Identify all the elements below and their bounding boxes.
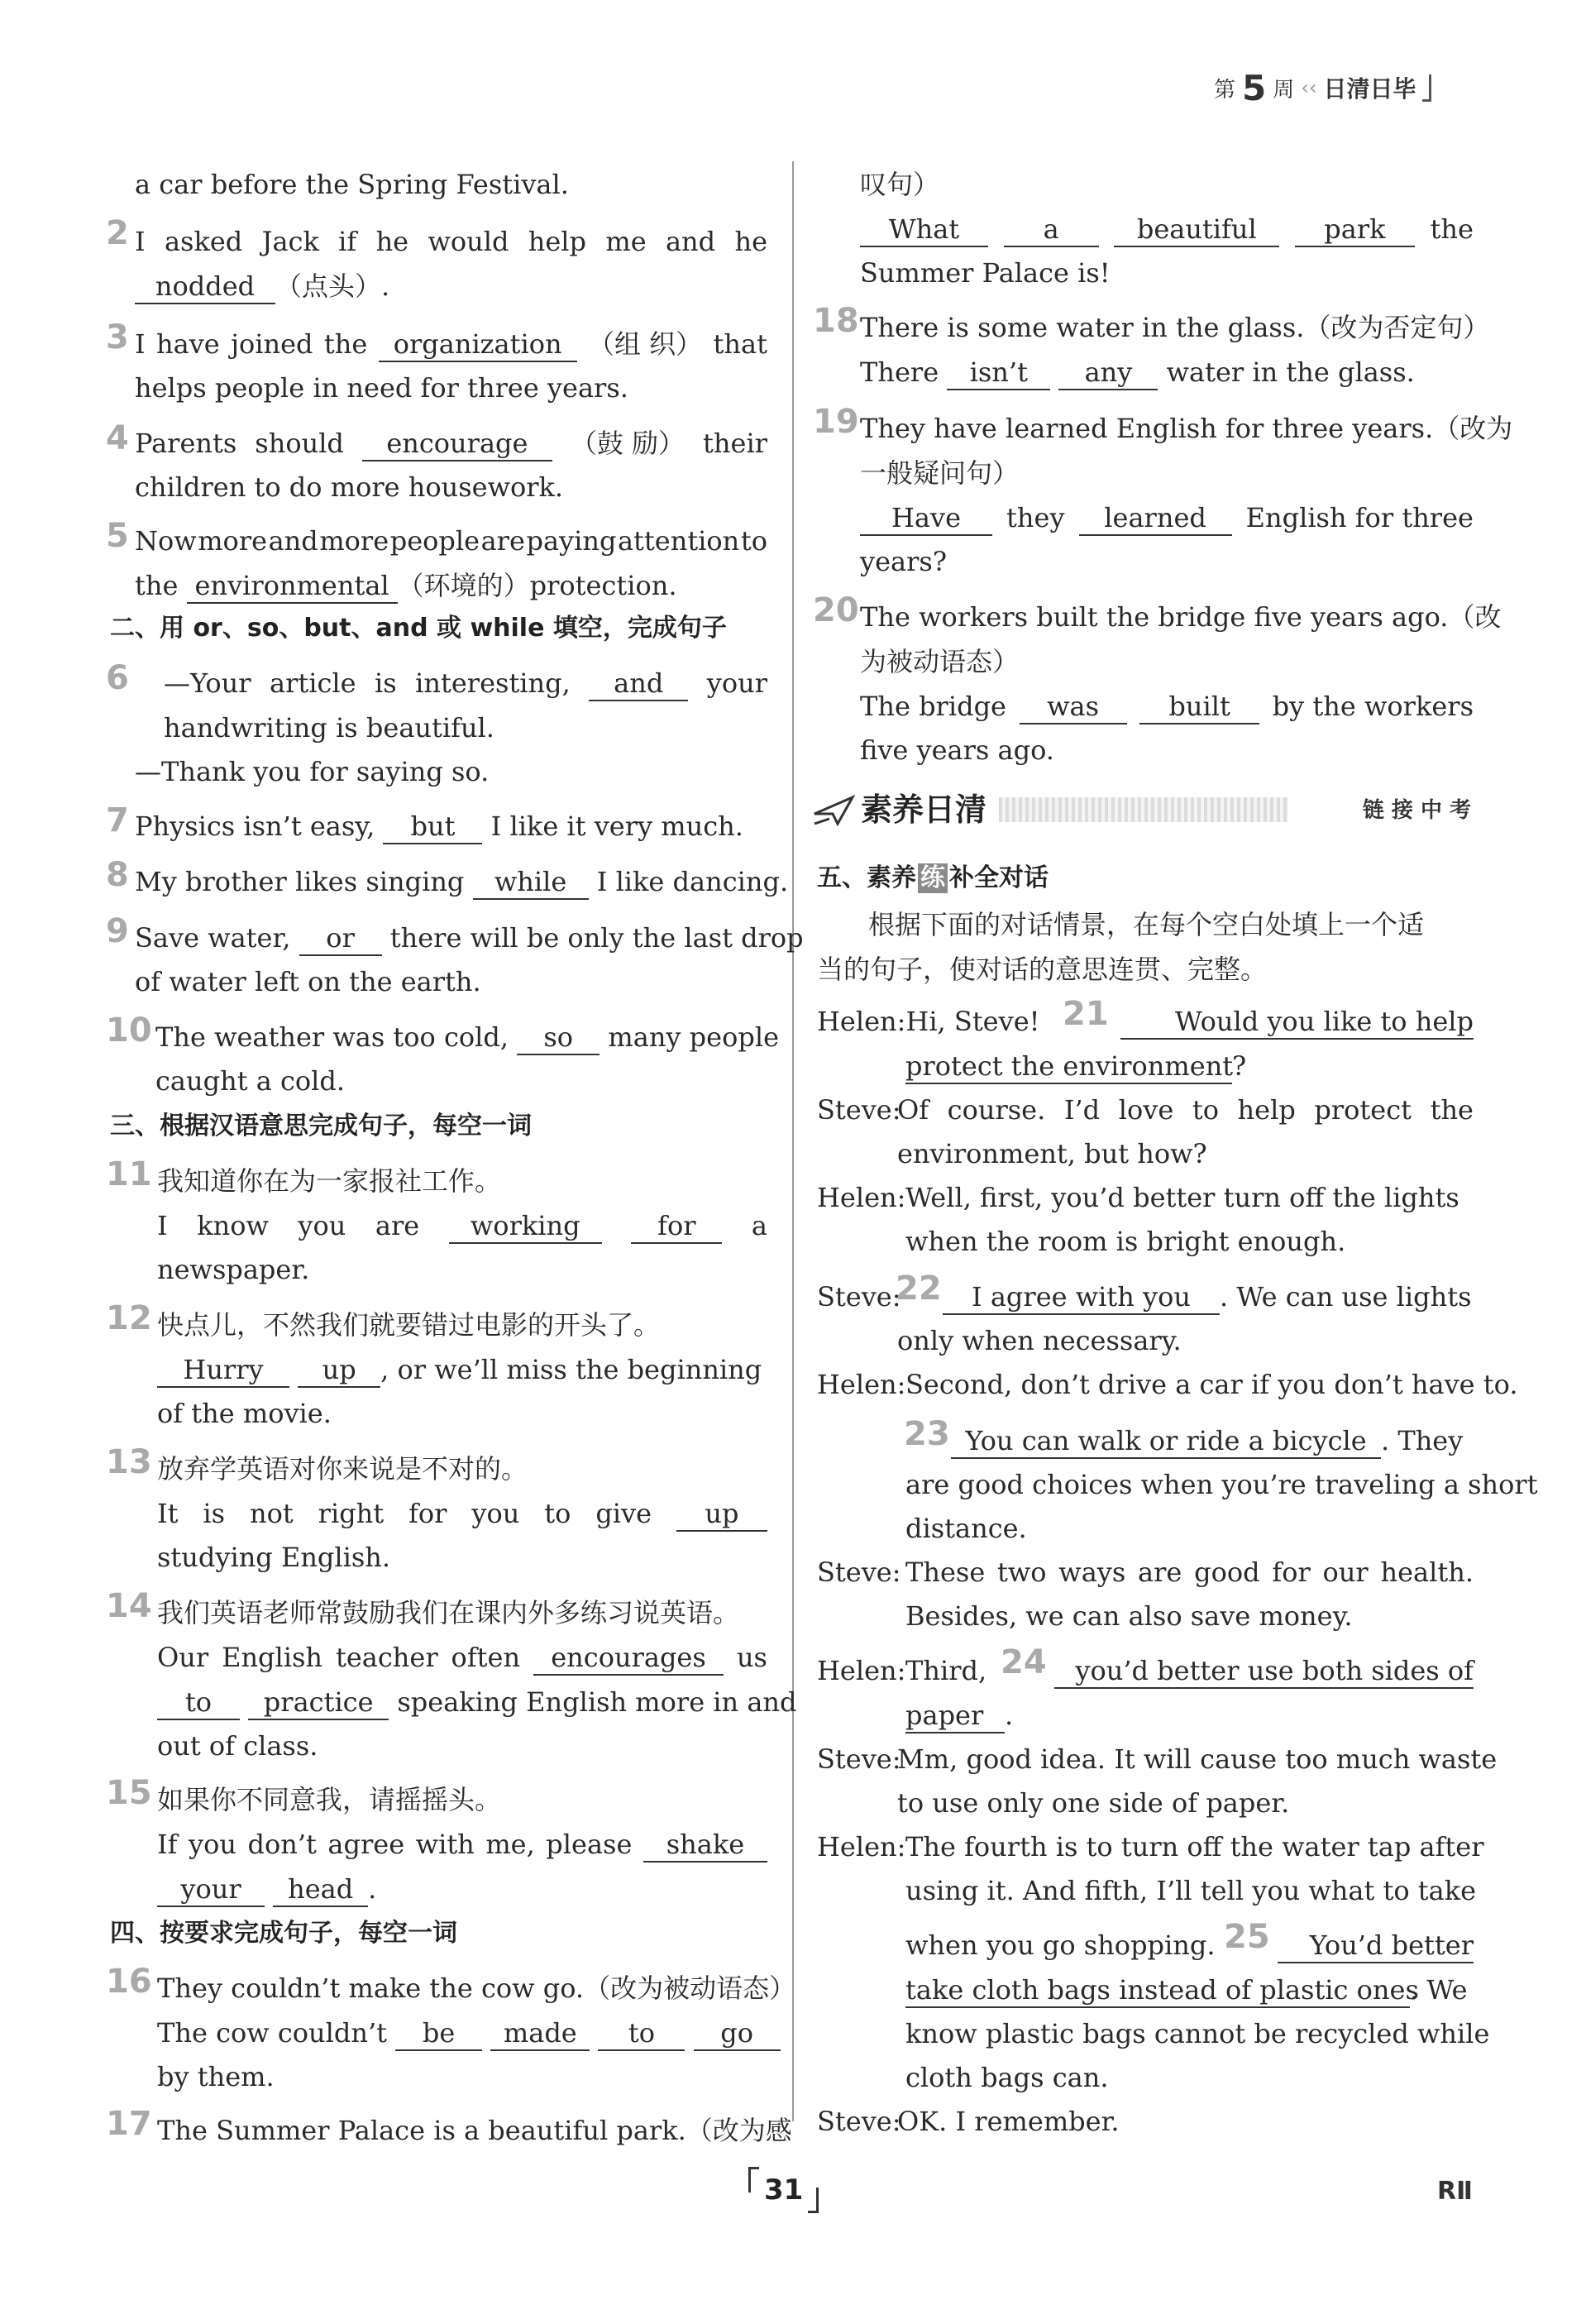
q20-answer-2: built [1139,690,1259,724]
dialogue-5-speaker: Helen: [817,1369,906,1400]
q21-line1 [1120,1003,1474,1040]
q2-number: 2 [106,214,129,252]
q10-line2: caught a cold. [155,1065,346,1097]
dialogue-3-line1: Well, first, you’d better turn off the lights [905,1182,1459,1213]
q3-line2: helps people in need for three years. [135,372,628,404]
q17-answer-4: park [1295,213,1415,247]
dialogue-5-line3: are good choices when you’re traveling a short [905,1469,1538,1500]
q9-line2: of water left on the earth. [135,966,481,997]
q16-line3: by them. [157,2061,275,2092]
section-5-heading: 五、素养 练 补全对话 [817,863,1049,892]
page-header [1214,65,1431,111]
q9-line1: Save water, or there will be only the last drop [135,920,804,956]
q22-number: 22 [896,1270,942,1308]
q6-answer: and [589,667,688,701]
q7-number: 7 [106,801,129,839]
q24-line1 [1054,1652,1474,1689]
q8-line1: My brother likes singing while I like dancing. [135,863,788,900]
q14-chinese: 我们英语老师常鼓励我们在课内外多练习说英语。 [157,1597,740,1628]
dialogue-9-line3: when you go shopping. [905,1929,1216,1961]
q12-number: 12 [106,1299,152,1337]
q15-answer-1: shake [643,1828,767,1863]
q16-line1: They couldn’t make the cow go.（改为被动语态） [157,1973,796,2004]
q11-answer-1: working [449,1209,602,1244]
q10-answer: so [517,1021,600,1055]
q19-line2: 一般疑问句） [860,457,1020,489]
dialogue-6-line2: Besides, we can also save money. [905,1600,1353,1632]
q11-number: 11 [106,1155,152,1193]
dialogue-9-line5: know plastic bags cannot be recycled while [905,2018,1490,2049]
q17-line3: Summer Palace is! [860,257,1111,289]
q18-line1: There is some water in the glass.（改为否定句） [860,312,1490,343]
q6-number: 6 [106,659,129,697]
dialogue-9-line1: The fourth is to turn off the water tap after [905,1831,1484,1863]
q13-number: 13 [106,1443,152,1481]
q3-number: 3 [106,318,129,356]
q10-number: 10 [106,1011,152,1050]
q21-answer-b: protect the environment [905,1050,1232,1084]
q16-answer-2: made [490,2016,590,2051]
q12-chinese: 快点儿，不然我们就要错过电影的开头了。 [157,1309,661,1341]
dialogue-3-speaker: Helen: [817,1182,906,1213]
q5-answer: environmental [187,569,398,604]
q14-number: 14 [106,1587,152,1625]
q19-line1: They have learned English for three years.（改为 [860,413,1513,444]
q12-line2: Hurry up , or we’ll miss the beginning [157,1351,762,1388]
q24-answer-a: you’d better use both sides of [1054,1654,1474,1689]
q16-line2: The cow couldn’t be made to go [157,2015,781,2051]
q23-number: 23 [904,1415,950,1453]
q11-answer-2: for [631,1209,722,1244]
q21-answer-a: Would you like to help [1120,1005,1474,1040]
q7-line1: Physics isn’t easy, but I like it very much. [135,808,743,844]
q23-answer: You can walk or ride a bicycle [951,1424,1381,1459]
q10-line1: The weather was too cold, so many people [155,1019,779,1055]
dialogue-5-line4: distance. [905,1513,1027,1544]
q19-number: 19 [813,403,859,441]
dialogue-9-line6: cloth bags can. [905,2062,1109,2093]
dialogue-2-speaker: Steve: [817,1094,901,1126]
q24-line2: paper . [905,1697,1013,1733]
q19-answer-1: Have [860,501,992,536]
q17-answer-line: What a beautiful park the [860,211,1474,247]
q19-line4: years? [860,546,947,577]
q18-number: 18 [813,302,859,340]
q20-line4: five years ago. [860,734,1054,766]
q14-answer-3: practice [248,1686,389,1720]
q25-number: 25 [1224,1918,1270,1956]
q20-number: 20 [813,591,859,629]
dialogue-4-line2: only when necessary. [897,1325,1182,1356]
section-banner [813,786,1474,835]
dialogue-9-line2: using it. And fifth, I’ll tell you what to take [905,1875,1477,1906]
q7-answer: but [383,810,482,844]
section-4-heading: 四、按要求完成句子，每空一词 [110,1919,457,1948]
q6-line1: —Your article is interesting, and your [164,665,767,701]
dialogue-4-speaker: Steve: [817,1281,901,1313]
q16-number: 16 [106,1963,152,2001]
q6-line2: handwriting is beautiful. [164,712,494,744]
bracket-right-icon [808,2188,819,2213]
column-divider [792,161,794,2121]
q17-answer-3: beautiful [1114,213,1279,247]
header-bracket-icon [1422,74,1431,102]
q16-answer-3: to [598,2016,685,2051]
q15-line2: If you don’t agree with me, please shake [157,1826,767,1863]
q3-line1: I have joined the organization （组 织） that [135,326,767,362]
q14-line2: Our English teacher often encourages us [157,1639,767,1676]
q5-line1: Now more and more people are paying attention to [135,525,767,557]
q13-chinese: 放弃学英语对你来说是不对的。 [157,1453,528,1485]
practice-tag: 练 [918,863,948,893]
q5-number: 5 [106,517,129,555]
q18-answer-1: isn’t [947,356,1050,390]
q1-tail: a car before the Spring Festival. [135,169,569,200]
q11-line3: newspaper. [157,1254,310,1285]
q21-number: 21 [1063,995,1109,1033]
q15-line3: your head . [157,1871,376,1907]
q25-line2: take cloth bags instead of plastic ones. We [905,1972,1468,2008]
week-suffix: 周 [1273,77,1295,103]
dialogue-1: Helen:Hi, Steve! [817,1006,1040,1037]
q11-line2: I know you are working for a [157,1207,767,1244]
q9-answer: or [299,921,382,956]
q25-line1 [1278,1927,1474,1963]
q9-number: 9 [106,912,129,950]
section-3-heading: 三、根据汉语意思完成句子，每空一词 [110,1112,532,1140]
q17-number: 17 [106,2105,152,2143]
q14-line3: to practice speaking English more in and [157,1684,796,1720]
dialogue-6-speaker: Steve: [817,1557,901,1588]
q17-answer-1: What [860,213,988,247]
q21-line2: protect the environment? [905,1048,1246,1084]
dialogue-10-line1: OK. I remember. [897,2106,1120,2137]
q18-answer-2: any [1058,356,1158,390]
q18-line2: There isn’t any water in the glass. [860,354,1415,390]
q20-answer-1: was [1020,690,1127,724]
q25-answer-b: take cloth bags instead of plastic ones [905,1973,1410,2008]
dialogue-6-line1: These two ways are good for our health. [905,1557,1474,1588]
q11-chinese: 我知道你在为一家报社工作。 [157,1165,502,1197]
paper-plane-icon [813,794,856,827]
q15-answer-2: your [157,1872,265,1907]
q24-answer-b: paper [905,1699,1005,1733]
dialogue-9-speaker: Helen: [817,1831,906,1863]
q5-line2: the environmental （环境的）protection. [135,567,677,604]
dialogue-8-speaker: Steve: [817,1743,901,1775]
instructions-line1: 根据下面的对话情景，在每个空白处填上一个适 [868,909,1425,940]
week-prefix: 第 [1214,77,1236,103]
q17-answer-2: a [1004,213,1099,247]
q13-line2: It is not right for you to give up [157,1495,767,1532]
q12-line3: of the movie. [157,1398,332,1429]
brand-label: 日清日毕 [1323,75,1416,103]
dialogue-7-speaker: Helen: [817,1655,906,1686]
q15-number: 15 [106,1774,152,1812]
q17-line1: The Summer Palace is a beautiful park.（改为感 [157,2115,792,2146]
dialogue-2-line2: environment, but how? [897,1138,1207,1169]
dialogue-3-line2: when the room is bright enough. [905,1226,1346,1257]
section-2-heading: 二、用 or、so、but、and 或 while 填空，完成句子 [110,614,727,643]
dialogue-10-speaker: Steve: [817,2106,901,2137]
page-number: 31 [748,2167,819,2213]
banner-link: 链 接 中 考 [1362,798,1471,823]
q20-line3: The bridge was built by the workers [860,688,1474,724]
q6-line3: —Thank you for saying so. [135,756,490,787]
dialogue-8-line2: to use only one side of paper. [897,1787,1290,1819]
dialogue-2-line1: Of course. I’d love to help protect the [897,1094,1474,1126]
bracket-left-icon [748,2167,759,2192]
week-number: 5 [1242,67,1267,108]
q15-chinese: 如果你不同意我，请摇摇头。 [157,1784,502,1815]
q2-line1: I asked Jack if he would help me and he [135,226,767,257]
q15-answer-3: head [273,1872,368,1907]
chevron-icon: ‹‹ [1301,76,1317,99]
q4-answer: encourage [362,427,552,461]
q3-answer: organization [379,328,577,362]
q14-answer-1: encourages [533,1641,724,1676]
q22-answer: I agree with you [943,1280,1220,1315]
q24-number: 24 [1001,1643,1047,1681]
q8-answer: while [473,865,589,900]
q4-line2: children to do more housework. [135,471,564,503]
q19-answer-2: learned [1079,501,1232,536]
banner-stripe [999,797,1288,822]
q2-line2: nodded （点头）. [135,268,389,304]
q13-answer: up [676,1497,767,1532]
q16-answer-4: go [694,2016,781,2051]
q20-line2: 为被动语态） [860,646,1020,677]
q22-line1: I agree with you . We can use lights [943,1279,1472,1315]
q20-line1: The workers built the bridge five years ago.（改 [860,601,1502,633]
q14-answer-2: to [157,1686,240,1720]
q13-line3: studying English. [157,1542,391,1573]
dialogue-5-line1: Second, don’t drive a car if you don’t have to. [905,1369,1518,1400]
q8-number: 8 [106,856,129,894]
q2-answer: nodded [135,270,275,304]
dialogue-8-line1: Mm, good idea. It will cause too much waste [897,1743,1498,1775]
q12-answer-2: up [298,1353,380,1388]
q23-line: You can walk or ride a bicycle . They [951,1423,1463,1459]
speaker-helen: Helen: [817,1006,906,1037]
q17-line2: 叹句） [860,169,940,200]
q12-answer-1: Hurry [157,1353,289,1388]
dialogue-7-pre: Third, [905,1655,987,1686]
q25-answer-a: You’d better [1278,1929,1474,1963]
instructions-line2: 当的句子，使对话的意思连贯、完整。 [817,954,1268,985]
banner-title: 素养日清 [861,791,987,828]
q16-answer-1: be [395,2016,482,2051]
q14-line4: out of class. [157,1730,318,1762]
q4-number: 4 [106,419,129,457]
q19-line3: Have they learned English for three [860,500,1474,536]
q4-line1: Parents should encourage （鼓 励） their [135,425,767,461]
edition-label: RⅡ [1437,2177,1473,2206]
